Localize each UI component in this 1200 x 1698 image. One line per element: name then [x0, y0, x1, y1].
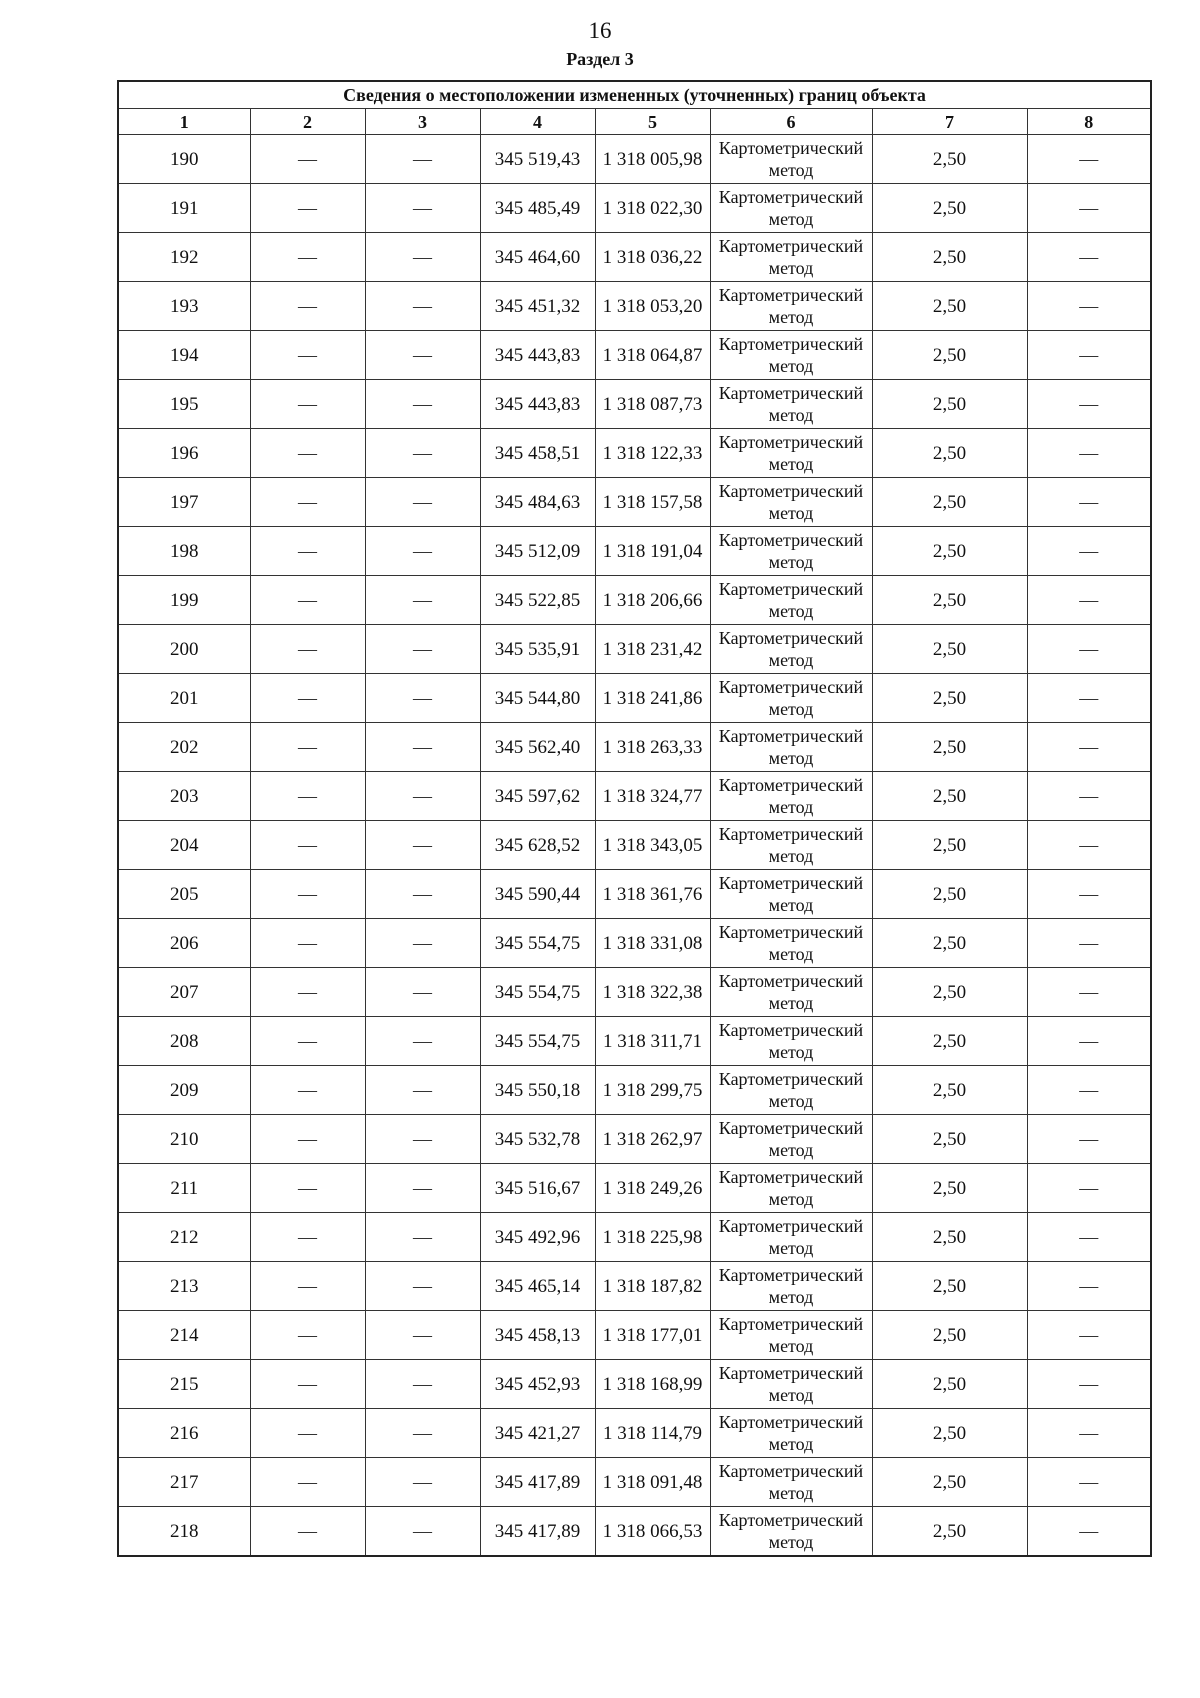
- accuracy-cell: 2,50: [872, 331, 1027, 380]
- coordinate-y-cell: 1 318 299,75: [595, 1066, 710, 1115]
- method-cell: Картометрический метод: [710, 625, 872, 674]
- coordinate-x-cell: 345 597,62: [480, 772, 595, 821]
- method-cell: Картометрический метод: [710, 1409, 872, 1458]
- accuracy-cell: 2,50: [872, 527, 1027, 576]
- column-8-cell: —: [1027, 1311, 1151, 1360]
- column-8-cell: —: [1027, 282, 1151, 331]
- table-row: [118, 331, 1151, 380]
- coordinate-y-cell: 1 318 005,98: [595, 135, 710, 184]
- column-8-cell: —: [1027, 919, 1151, 968]
- column-8-cell: —: [1027, 968, 1151, 1017]
- column-2-cell: —: [250, 1311, 365, 1360]
- column-2-cell: —: [250, 1164, 365, 1213]
- method-cell: Картометрический метод: [710, 1507, 872, 1557]
- point-number-cell: 212: [118, 1213, 250, 1262]
- coordinate-y-cell: 1 318 187,82: [595, 1262, 710, 1311]
- table-row: [118, 870, 1151, 919]
- coordinate-y-cell: 1 318 231,42: [595, 625, 710, 674]
- column-3-cell: —: [365, 1262, 480, 1311]
- point-number-cell: 199: [118, 576, 250, 625]
- accuracy-cell: 2,50: [872, 1360, 1027, 1409]
- table-row: [118, 576, 1151, 625]
- method-cell: Картометрический метод: [710, 723, 872, 772]
- column-3-cell: —: [365, 1311, 480, 1360]
- column-header: 8: [1027, 109, 1151, 135]
- coordinate-y-cell: 1 318 114,79: [595, 1409, 710, 1458]
- table-row: [118, 772, 1151, 821]
- column-header: 3: [365, 109, 480, 135]
- coordinate-x-cell: 345 417,89: [480, 1507, 595, 1557]
- column-3-cell: —: [365, 576, 480, 625]
- method-cell: Картометрический метод: [710, 1164, 872, 1213]
- column-2-cell: —: [250, 968, 365, 1017]
- table-row: [118, 821, 1151, 870]
- coordinate-y-cell: 1 318 087,73: [595, 380, 710, 429]
- method-cell: Картометрический метод: [710, 1360, 872, 1409]
- coordinate-x-cell: 345 465,14: [480, 1262, 595, 1311]
- method-cell: Картометрический метод: [710, 576, 872, 625]
- table-row: [118, 1164, 1151, 1213]
- boundary-coordinates-table: [117, 80, 1152, 1557]
- column-header: 5: [595, 109, 710, 135]
- column-2-cell: —: [250, 1507, 365, 1557]
- column-8-cell: —: [1027, 233, 1151, 282]
- table-row: [118, 1409, 1151, 1458]
- coordinate-y-cell: 1 318 091,48: [595, 1458, 710, 1507]
- column-8-cell: —: [1027, 1360, 1151, 1409]
- accuracy-cell: 2,50: [872, 135, 1027, 184]
- coordinate-y-cell: 1 318 324,77: [595, 772, 710, 821]
- column-3-cell: —: [365, 674, 480, 723]
- column-header: 6: [710, 109, 872, 135]
- point-number-cell: 209: [118, 1066, 250, 1115]
- column-2-cell: —: [250, 1360, 365, 1409]
- column-2-cell: —: [250, 919, 365, 968]
- method-cell: Картометрический метод: [710, 282, 872, 331]
- column-3-cell: —: [365, 429, 480, 478]
- coordinate-x-cell: 345 554,75: [480, 919, 595, 968]
- coordinate-x-cell: 345 532,78: [480, 1115, 595, 1164]
- column-3-cell: —: [365, 1409, 480, 1458]
- column-2-cell: —: [250, 380, 365, 429]
- column-2-cell: —: [250, 576, 365, 625]
- column-3-cell: —: [365, 1507, 480, 1557]
- coordinate-x-cell: 345 516,67: [480, 1164, 595, 1213]
- point-number-cell: 217: [118, 1458, 250, 1507]
- point-number-cell: 193: [118, 282, 250, 331]
- accuracy-cell: 2,50: [872, 478, 1027, 527]
- column-2-cell: —: [250, 331, 365, 380]
- section-title: Раздел 3: [566, 49, 634, 69]
- column-2-cell: —: [250, 184, 365, 233]
- accuracy-cell: 2,50: [872, 1164, 1027, 1213]
- accuracy-cell: 2,50: [872, 674, 1027, 723]
- column-3-cell: —: [365, 968, 480, 1017]
- column-8-cell: —: [1027, 1115, 1151, 1164]
- point-number-cell: 202: [118, 723, 250, 772]
- method-cell: Картометрический метод: [710, 135, 872, 184]
- method-cell: Картометрический метод: [710, 478, 872, 527]
- column-8-cell: —: [1027, 1164, 1151, 1213]
- coordinate-y-cell: 1 318 122,33: [595, 429, 710, 478]
- coordinate-x-cell: 345 554,75: [480, 968, 595, 1017]
- accuracy-cell: 2,50: [872, 1262, 1027, 1311]
- method-cell: Картометрический метод: [710, 429, 872, 478]
- column-2-cell: —: [250, 625, 365, 674]
- accuracy-cell: 2,50: [872, 1458, 1027, 1507]
- column-2-cell: —: [250, 821, 365, 870]
- point-number-cell: 195: [118, 380, 250, 429]
- column-3-cell: —: [365, 478, 480, 527]
- coordinate-x-cell: 345 544,80: [480, 674, 595, 723]
- column-8-cell: —: [1027, 135, 1151, 184]
- coordinate-x-cell: 345 590,44: [480, 870, 595, 919]
- table-row: [118, 1213, 1151, 1262]
- column-2-cell: —: [250, 772, 365, 821]
- point-number-cell: 211: [118, 1164, 250, 1213]
- coordinate-x-cell: 345 492,96: [480, 1213, 595, 1262]
- method-cell: Картометрический метод: [710, 380, 872, 429]
- table-row: [118, 1262, 1151, 1311]
- table-row: [118, 723, 1151, 772]
- accuracy-cell: 2,50: [872, 772, 1027, 821]
- column-8-cell: —: [1027, 821, 1151, 870]
- coordinate-x-cell: 345 484,63: [480, 478, 595, 527]
- column-8-cell: —: [1027, 1409, 1151, 1458]
- column-8-cell: —: [1027, 772, 1151, 821]
- method-cell: Картометрический метод: [710, 821, 872, 870]
- table-row: [118, 1507, 1151, 1557]
- coordinate-y-cell: 1 318 262,97: [595, 1115, 710, 1164]
- column-2-cell: —: [250, 429, 365, 478]
- column-3-cell: —: [365, 1213, 480, 1262]
- coordinate-y-cell: 1 318 064,87: [595, 331, 710, 380]
- accuracy-cell: 2,50: [872, 919, 1027, 968]
- table-row: [118, 184, 1151, 233]
- coordinate-x-cell: 345 452,93: [480, 1360, 595, 1409]
- column-3-cell: —: [365, 282, 480, 331]
- accuracy-cell: 2,50: [872, 1115, 1027, 1164]
- column-3-cell: —: [365, 331, 480, 380]
- method-cell: Картометрический метод: [710, 968, 872, 1017]
- point-number-cell: 215: [118, 1360, 250, 1409]
- point-number-cell: 198: [118, 527, 250, 576]
- column-8-cell: —: [1027, 331, 1151, 380]
- column-2-cell: —: [250, 1017, 365, 1066]
- column-3-cell: —: [365, 870, 480, 919]
- column-2-cell: —: [250, 1409, 365, 1458]
- coordinate-x-cell: 345 512,09: [480, 527, 595, 576]
- coordinate-x-cell: 345 550,18: [480, 1066, 595, 1115]
- method-cell: Картометрический метод: [710, 1311, 872, 1360]
- table-row: [118, 1311, 1151, 1360]
- column-2-cell: —: [250, 478, 365, 527]
- table-row: [118, 380, 1151, 429]
- table-row: [118, 1115, 1151, 1164]
- column-header: 4: [480, 109, 595, 135]
- column-3-cell: —: [365, 772, 480, 821]
- method-cell: Картометрический метод: [710, 184, 872, 233]
- coordinate-y-cell: 1 318 225,98: [595, 1213, 710, 1262]
- accuracy-cell: 2,50: [872, 1409, 1027, 1458]
- coordinate-y-cell: 1 318 066,53: [595, 1507, 710, 1557]
- method-cell: Картометрический метод: [710, 1017, 872, 1066]
- column-2-cell: —: [250, 723, 365, 772]
- method-cell: Картометрический метод: [710, 527, 872, 576]
- accuracy-cell: 2,50: [872, 1507, 1027, 1557]
- table-row: [118, 429, 1151, 478]
- accuracy-cell: 2,50: [872, 1311, 1027, 1360]
- point-number-cell: 218: [118, 1507, 250, 1557]
- column-2-cell: —: [250, 282, 365, 331]
- page-number: 16: [588, 18, 612, 43]
- coordinate-y-cell: 1 318 168,99: [595, 1360, 710, 1409]
- column-2-cell: —: [250, 1213, 365, 1262]
- coordinate-y-cell: 1 318 241,86: [595, 674, 710, 723]
- coordinate-y-cell: 1 318 022,30: [595, 184, 710, 233]
- coordinate-y-cell: 1 318 331,08: [595, 919, 710, 968]
- column-3-cell: —: [365, 1360, 480, 1409]
- column-3-cell: —: [365, 1458, 480, 1507]
- point-number-cell: 192: [118, 233, 250, 282]
- coordinate-x-cell: 345 417,89: [480, 1458, 595, 1507]
- table-caption-row: [118, 81, 1151, 109]
- coordinate-y-cell: 1 318 036,22: [595, 233, 710, 282]
- column-8-cell: —: [1027, 1066, 1151, 1115]
- accuracy-cell: 2,50: [872, 625, 1027, 674]
- column-3-cell: —: [365, 184, 480, 233]
- column-8-cell: —: [1027, 1213, 1151, 1262]
- point-number-cell: 208: [118, 1017, 250, 1066]
- accuracy-cell: 2,50: [872, 723, 1027, 772]
- column-3-cell: —: [365, 919, 480, 968]
- point-number-cell: 207: [118, 968, 250, 1017]
- accuracy-cell: 2,50: [872, 429, 1027, 478]
- accuracy-cell: 2,50: [872, 380, 1027, 429]
- coordinate-y-cell: 1 318 361,76: [595, 870, 710, 919]
- column-8-cell: —: [1027, 674, 1151, 723]
- table-header-row: [118, 109, 1151, 135]
- coordinate-x-cell: 345 562,40: [480, 723, 595, 772]
- table-row: [118, 1360, 1151, 1409]
- point-number-cell: 206: [118, 919, 250, 968]
- point-number-cell: 190: [118, 135, 250, 184]
- accuracy-cell: 2,50: [872, 233, 1027, 282]
- table-row: [118, 1066, 1151, 1115]
- coordinate-x-cell: 345 451,32: [480, 282, 595, 331]
- point-number-cell: 196: [118, 429, 250, 478]
- method-cell: Картометрический метод: [710, 1066, 872, 1115]
- point-number-cell: 201: [118, 674, 250, 723]
- column-8-cell: —: [1027, 429, 1151, 478]
- column-8-cell: —: [1027, 723, 1151, 772]
- coordinate-x-cell: 345 443,83: [480, 331, 595, 380]
- coordinate-x-cell: 345 535,91: [480, 625, 595, 674]
- point-number-cell: 214: [118, 1311, 250, 1360]
- column-2-cell: —: [250, 674, 365, 723]
- table-row: [118, 968, 1151, 1017]
- coordinate-x-cell: 345 522,85: [480, 576, 595, 625]
- column-3-cell: —: [365, 1017, 480, 1066]
- column-3-cell: —: [365, 527, 480, 576]
- coordinate-x-cell: 345 458,51: [480, 429, 595, 478]
- column-3-cell: —: [365, 723, 480, 772]
- coordinate-x-cell: 345 443,83: [480, 380, 595, 429]
- accuracy-cell: 2,50: [872, 282, 1027, 331]
- method-cell: Картометрический метод: [710, 870, 872, 919]
- point-number-cell: 213: [118, 1262, 250, 1311]
- column-8-cell: —: [1027, 184, 1151, 233]
- coordinate-x-cell: 345 485,49: [480, 184, 595, 233]
- coordinate-x-cell: 345 458,13: [480, 1311, 595, 1360]
- table-caption: Сведения о местоположении измененных (уточненных) границ объекта: [118, 81, 1151, 109]
- point-number-cell: 200: [118, 625, 250, 674]
- coordinate-y-cell: 1 318 053,20: [595, 282, 710, 331]
- method-cell: Картометрический метод: [710, 772, 872, 821]
- point-number-cell: 210: [118, 1115, 250, 1164]
- column-2-cell: —: [250, 1115, 365, 1164]
- table-row: [118, 233, 1151, 282]
- coordinate-y-cell: 1 318 311,71: [595, 1017, 710, 1066]
- column-2-cell: —: [250, 1262, 365, 1311]
- column-header: 2: [250, 109, 365, 135]
- coordinate-x-cell: 345 554,75: [480, 1017, 595, 1066]
- column-8-cell: —: [1027, 1458, 1151, 1507]
- column-2-cell: —: [250, 135, 365, 184]
- column-3-cell: —: [365, 1066, 480, 1115]
- column-8-cell: —: [1027, 527, 1151, 576]
- column-8-cell: —: [1027, 1262, 1151, 1311]
- column-2-cell: —: [250, 1066, 365, 1115]
- table-row: [118, 1017, 1151, 1066]
- method-cell: Картометрический метод: [710, 233, 872, 282]
- column-header: 1: [118, 109, 250, 135]
- table-row: [118, 135, 1151, 184]
- coordinate-y-cell: 1 318 249,26: [595, 1164, 710, 1213]
- point-number-cell: 203: [118, 772, 250, 821]
- table-row: [118, 674, 1151, 723]
- accuracy-cell: 2,50: [872, 1017, 1027, 1066]
- column-3-cell: —: [365, 625, 480, 674]
- coordinate-y-cell: 1 318 206,66: [595, 576, 710, 625]
- column-3-cell: —: [365, 135, 480, 184]
- table-row: [118, 1458, 1151, 1507]
- point-number-cell: 191: [118, 184, 250, 233]
- accuracy-cell: 2,50: [872, 1066, 1027, 1115]
- column-3-cell: —: [365, 1164, 480, 1213]
- column-3-cell: —: [365, 1115, 480, 1164]
- accuracy-cell: 2,50: [872, 968, 1027, 1017]
- method-cell: Картометрический метод: [710, 1262, 872, 1311]
- table-row: [118, 625, 1151, 674]
- method-cell: Картометрический метод: [710, 919, 872, 968]
- coordinate-x-cell: 345 421,27: [480, 1409, 595, 1458]
- point-number-cell: 197: [118, 478, 250, 527]
- column-8-cell: —: [1027, 1017, 1151, 1066]
- column-3-cell: —: [365, 380, 480, 429]
- table-row: [118, 282, 1151, 331]
- column-8-cell: —: [1027, 1507, 1151, 1557]
- method-cell: Картометрический метод: [710, 1115, 872, 1164]
- column-3-cell: —: [365, 233, 480, 282]
- accuracy-cell: 2,50: [872, 1213, 1027, 1262]
- coordinate-y-cell: 1 318 322,38: [595, 968, 710, 1017]
- column-8-cell: —: [1027, 478, 1151, 527]
- column-8-cell: —: [1027, 380, 1151, 429]
- column-header: 7: [872, 109, 1027, 135]
- table-body: [118, 135, 1151, 1557]
- table-row: [118, 527, 1151, 576]
- coordinate-x-cell: 345 628,52: [480, 821, 595, 870]
- column-8-cell: —: [1027, 625, 1151, 674]
- point-number-cell: 194: [118, 331, 250, 380]
- point-number-cell: 216: [118, 1409, 250, 1458]
- column-8-cell: —: [1027, 870, 1151, 919]
- method-cell: Картометрический метод: [710, 1213, 872, 1262]
- table-row: [118, 478, 1151, 527]
- table-row: [118, 919, 1151, 968]
- accuracy-cell: 2,50: [872, 870, 1027, 919]
- point-number-cell: 205: [118, 870, 250, 919]
- method-cell: Картометрический метод: [710, 674, 872, 723]
- coordinate-y-cell: 1 318 343,05: [595, 821, 710, 870]
- column-2-cell: —: [250, 233, 365, 282]
- coordinate-x-cell: 345 464,60: [480, 233, 595, 282]
- column-2-cell: —: [250, 870, 365, 919]
- column-3-cell: —: [365, 821, 480, 870]
- accuracy-cell: 2,50: [872, 821, 1027, 870]
- method-cell: Картометрический метод: [710, 1458, 872, 1507]
- coordinate-y-cell: 1 318 177,01: [595, 1311, 710, 1360]
- coordinate-y-cell: 1 318 157,58: [595, 478, 710, 527]
- column-2-cell: —: [250, 527, 365, 576]
- coordinate-y-cell: 1 318 191,04: [595, 527, 710, 576]
- accuracy-cell: 2,50: [872, 576, 1027, 625]
- coordinate-x-cell: 345 519,43: [480, 135, 595, 184]
- accuracy-cell: 2,50: [872, 184, 1027, 233]
- point-number-cell: 204: [118, 821, 250, 870]
- column-2-cell: —: [250, 1458, 365, 1507]
- method-cell: Картометрический метод: [710, 331, 872, 380]
- coordinate-y-cell: 1 318 263,33: [595, 723, 710, 772]
- column-8-cell: —: [1027, 576, 1151, 625]
